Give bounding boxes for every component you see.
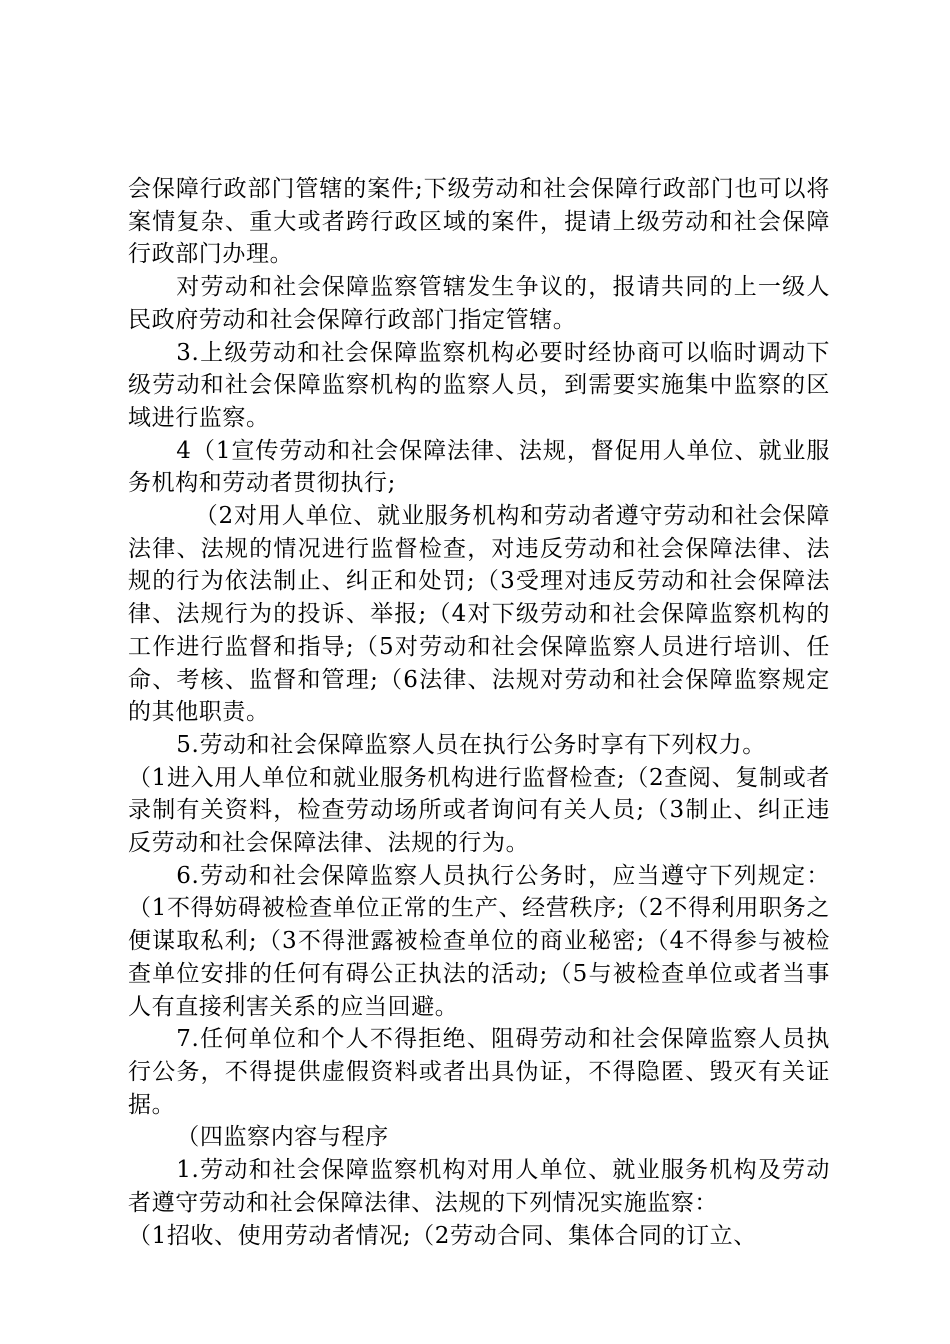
paragraph-8: 6.劳动和社会保障监察人员执行公务时，应当遵守下列规定：（1不得妨碍被检查单位正常的生产、经营秩序;（2不得利用职务之便谋取私利;（3不得泄露被检查单位的商业秘密;（4不得参与被检查单位安排的任何有碍公正执法的活动;（5与被检查单位或者当事人有直接利害关系的应当回避。 — [128, 862, 830, 1020]
paragraph-6: 5.劳动和社会保障监察人员在执行公务时享有下列权力。 — [176, 731, 766, 758]
paragraph-9: 7.任何单位和个人不得拒绝、阻碍劳动和社会保障监察人员执行公务，不得提供虚假资料或者出具伪证，不得隐匿、毁灭有关证据。 — [128, 1026, 830, 1118]
paragraph-1: 会保障行政部门管辖的案件;下级劳动和社会保障行政部门也可以将案情复杂、重大或者跨行政区域的案件，提请上级劳动和社会保障行政部门办理。 — [128, 176, 830, 268]
document-body — [128, 173, 830, 1252]
paragraph-4: 4（1宣传劳动和社会保障法律、法规，督促用人单位、就业服务机构和劳动者贯彻执行; — [128, 437, 830, 497]
paragraph-2: 对劳动和社会保障监察管辖发生争议的，报请共同的上一级人民政府劳动和社会保障行政部门指定管辖。 — [128, 274, 830, 333]
paragraph-3: 3.上级劳动和社会保障监察机构必要时经协商可以临时调动下级劳动和社会保障监察机构的监察人员，到需要实施集中监察的区域进行监察。 — [128, 339, 830, 431]
section-heading: （四监察内容与程序 — [176, 1124, 389, 1151]
paragraph-7: （1进入用人单位和就业服务机构进行监督检查;（2查阅、复制或者录制有关资料，检查劳动场所或者询问有关人员;（3制止、纠正违反劳动和社会保障法律、法规的行为。 — [128, 764, 830, 857]
paragraph-11: （1招收、使用劳动者情况;（2劳动合同、集体合同的订立、 — [128, 1222, 757, 1249]
paragraph-5: （2对用人单位、就业服务机构和劳动者遵守劳动和社会保障法律、法规的情况进行监督检查，对违反劳动和社会保障法律、法规的行为依法制止、纠正和处罚;（3受理对违反劳动和社会保障法律、法规行为的投诉、举报;（4对下级劳动和社会保障监察机构的工作进行监督和指导;（5对劳动和社会保障监察人员进行培训、任命、考核、监督和管理;（6法律、法规对劳动和社会保障监察规定的其他职责。 — [128, 503, 830, 726]
paragraph-10: 1.劳动和社会保障监察机构对用人单位、就业服务机构及劳动者遵守劳动和社会保障法律、法规的下列情况实施监察： — [128, 1157, 830, 1216]
